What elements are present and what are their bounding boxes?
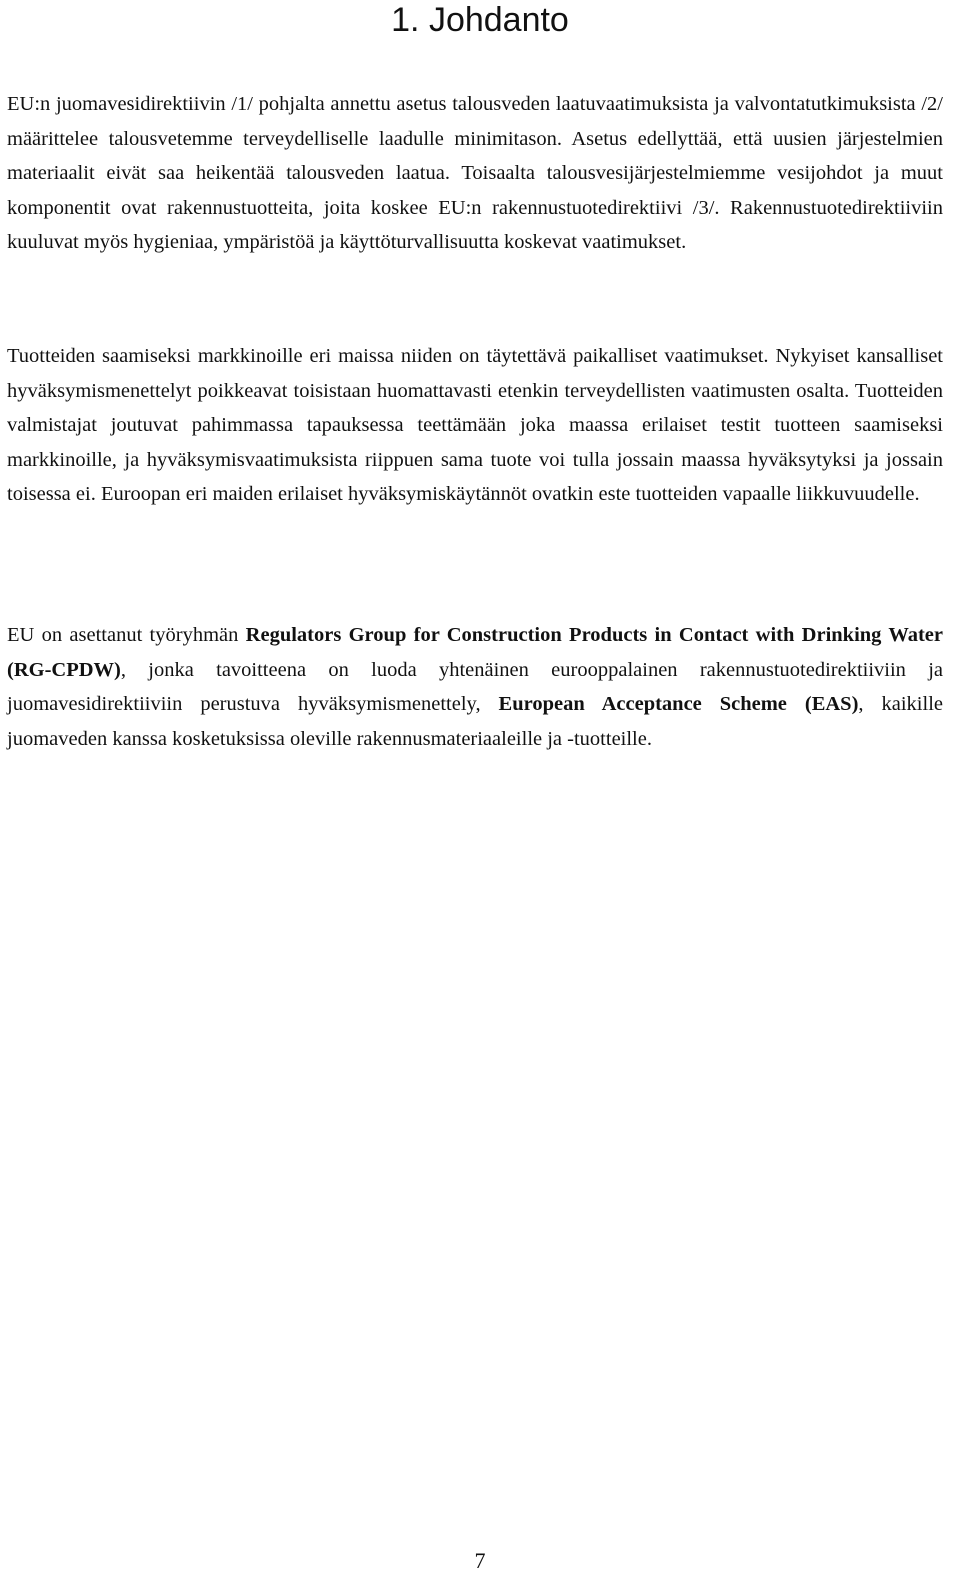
page-number: 7 (474, 1548, 486, 1573)
paragraph-text-segment: , kaikille juomaveden kanssa kosketuksissa oleville rakennusmateriaaleille ja -tuotteille. (7, 693, 943, 750)
paragraph-text-segment: EU on asettanut työryhmän (7, 624, 246, 646)
paragraph-text-segment: , jonka tavoitteena on luoda yhtenäinen eurooppalainen rakennustuotedirektiiviin ja juomavesidirektiiviin perustuva hyväksymismenettely, (7, 658, 943, 715)
bold-scheme-name: European Acceptance Scheme (EAS) (498, 693, 859, 715)
page-title: 1. Johdanto (391, 1, 569, 39)
paragraph-working-group (7, 618, 943, 756)
bold-group-name: Regulators Group for Construction Products in Contact with Drinking Water (RG-CPDW) (7, 624, 943, 681)
paragraph-intro: EU:n juomavesidirektiivin /1/ pohjalta annettu asetus talousveden laatuvaatimuksista ja valvontatutkimuksista /2/ määrittelee talousvetemme terveydelliselle laadulle minimitason. Asetus edellyttää, että uusien järjestelmien materiaalit eivät saa heikentää talousveden laatua. Toisaalta talousvesijärjestelmiemme vesijohdot ja muut komponentit ovat rakennustuotteita, joita koskee EU:n rakennustuotedirektiivi /3/. Rakennustuotedirektiiviin kuuluvat myös hygieniaa, ympäristöä ja käyttöturvallisuutta koskevat vaatimukset. (7, 93, 943, 253)
paragraph-market: Tuotteiden saamiseksi markkinoille eri maissa niiden on täytettävä paikalliset vaatimukset. Nykyiset kansalliset hyväksymismenettelyt poikkeavat toisistaan huomattavasti etenkin terveydellisten vaatimusten osalta. Tuotteiden valmistajat joutuvat pahimmassa tapauksessa teettämään joka maassa erilaiset testit tuotteen saamiseksi markkinoille, ja hyväksymisvaatimuksista riippuen sama tuote voi tulla jossain maassa hyväksytyksi ja jossain toisessa ei. Euroopan eri maiden erilaiset hyväksymiskäytännöt ovatkin este tuotteiden vapaalle liikkuvuudelle. (7, 345, 943, 505)
